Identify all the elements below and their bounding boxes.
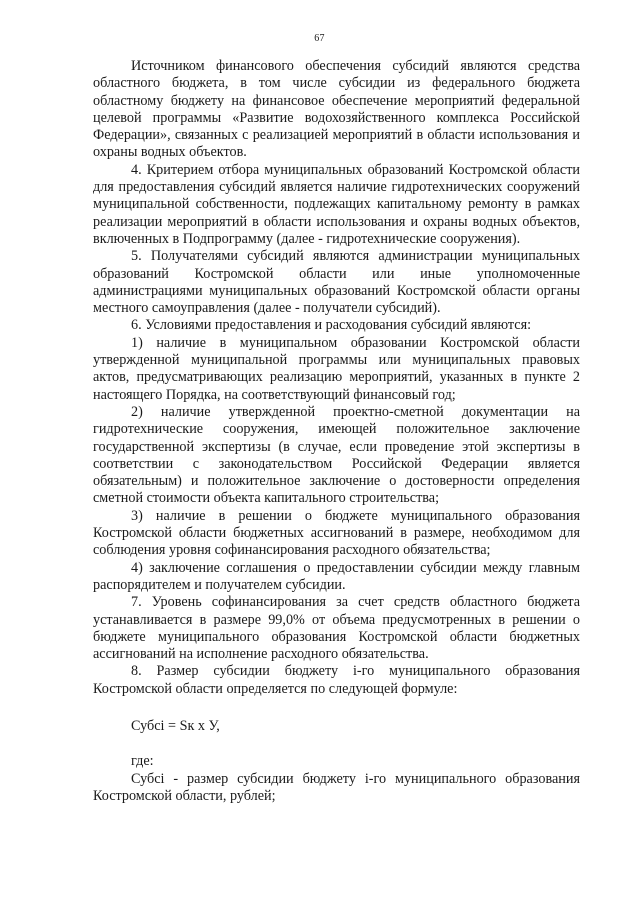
paragraph-item-5: 5. Получателями субсидий являются администрации муниципальных образований Костромской области или иные уполномоченные администрациями муниципальных образований Костромской области органы местного самоуправления (далее - получатели субсидий). bbox=[93, 248, 580, 317]
page-number: 67 bbox=[314, 33, 325, 44]
paragraph-item-7: 7. Уровень софинансирования за счет средств областного бюджета устанавливается в размере 99,0% от объема предусмотренных в решении о бюджете муниципального образования Костромской области бюджетных ассигнований на исполнение расходного обязательства. bbox=[93, 594, 580, 663]
paragraph-item-8: 8. Размер субсидии бюджету i-го муниципального образования Костромской области определяется по следующей формуле: bbox=[93, 663, 580, 697]
paragraph-condition-2: 2) наличие утвержденной проектно-сметной документации на гидротехнические сооружения, имеющей положительное заключение государственной экспертизы (в случае, если проведение этой экспертизы в соответствии с законодательством Российской Федерации является обязательным) и положительное заключение о достоверности определения сметной стоимости объекта капитального строительства; bbox=[93, 403, 580, 507]
spacer bbox=[93, 735, 580, 753]
subsidy-formula: Субсi = Sк х У, bbox=[131, 717, 220, 734]
paragraph-condition-3: 3) наличие в решении о бюджете муниципального образования Костромской области бюджетных ассигнований в размере, необходимом для соблюдения уровня софинансирования расходного обязательства; bbox=[93, 507, 580, 559]
where-label: где: bbox=[131, 753, 154, 770]
paragraph-item-4: 4. Критерием отбора муниципальных образований Костромской области для предоставления субсидий является наличие гидротехнических сооружений муниципальной собственности, подлежащих капитальному ремонту в рамках реализации мероприятий в области использования и охраны водных объектов, включенных в Подпрограмму (далее - гидротехнические сооружения). bbox=[93, 161, 580, 247]
document-body bbox=[93, 58, 580, 805]
spacer bbox=[93, 698, 580, 718]
definition-subsidy: Субсi - размер субсидии бюджету i-го муниципального образования Костромской области, рублей; bbox=[93, 770, 580, 804]
paragraph-item-6: 6. Условиями предоставления и расходования субсидий являются: bbox=[131, 317, 532, 334]
paragraph-condition-1: 1) наличие в муниципальном образовании Костромской области утвержденной муниципальной программы или муниципальных правовых актов, предусматривающих реализацию мероприятий, указанных в пункте 2 настоящего Порядка, на соответствующий финансовый год; bbox=[93, 334, 580, 403]
paragraph-funding-source: Источником финансового обеспечения субсидий являются средства областного бюджета, в том числе субсидии из федерального бюджета областному бюджету на финансовое обеспечение мероприятий федеральной целевой программы «Развитие водохозяйственного комплекса Российской Федерации», связанных с реализацией мероприятий в области использования и охраны водных объектов. bbox=[93, 58, 580, 161]
paragraph-condition-4: 4) заключение соглашения о предоставлении субсидии между главным распорядителем и получателем субсидии. bbox=[93, 559, 580, 593]
